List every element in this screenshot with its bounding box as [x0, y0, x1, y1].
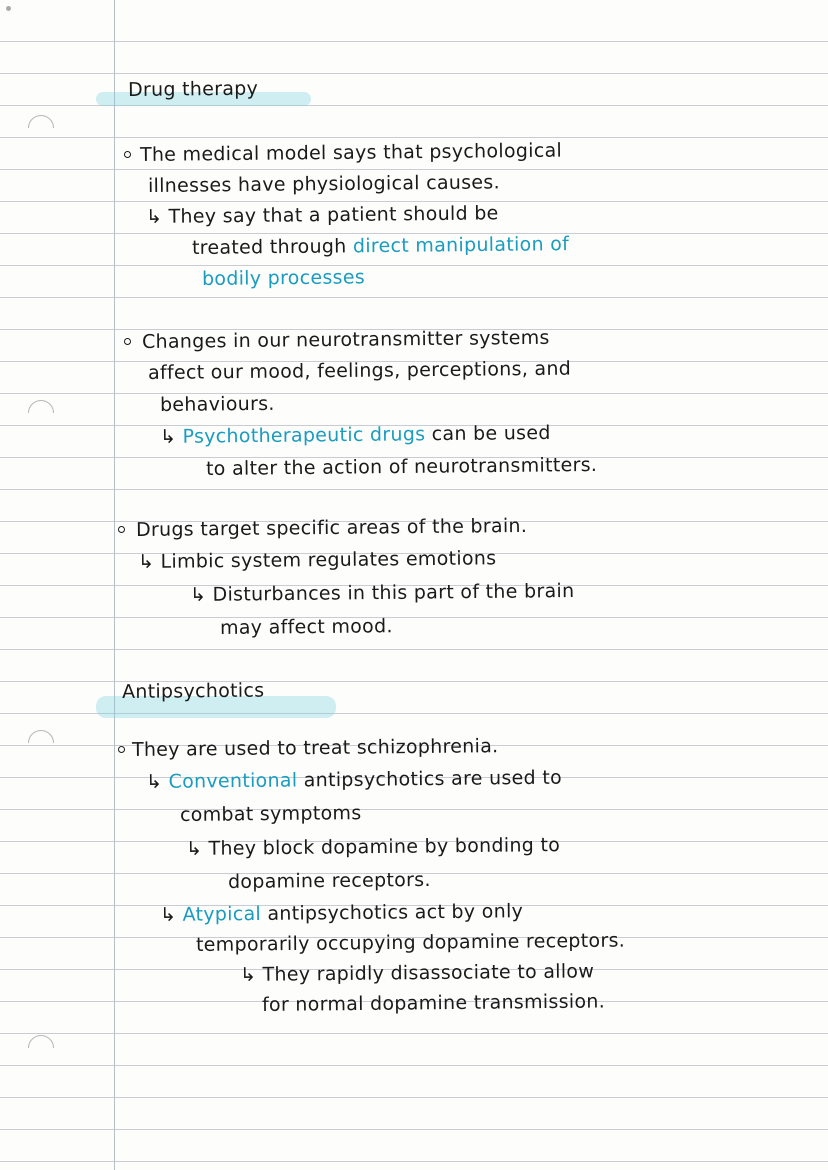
text-line: for normal dopamine transmission.: [261, 990, 606, 1016]
text-line: temporarily occupying dopamine receptors.: [195, 929, 626, 956]
text-line-teal: bodily processes: [201, 266, 366, 290]
bullet: [124, 338, 131, 345]
text-line: They say that a patient should be: [168, 202, 499, 228]
arrow-icon: ↳: [185, 837, 203, 860]
text-line-teal: direct manipulation of: [352, 233, 570, 258]
text-line: They block dopamine by bonding to: [208, 834, 561, 860]
text-line: behaviours.: [159, 392, 275, 416]
arrow-icon: ↳: [159, 903, 177, 926]
arrow-icon: ↳: [137, 550, 155, 573]
text-line-teal: Conventional: [168, 769, 298, 793]
text-line: They are used to treat schizophrenia.: [131, 735, 499, 761]
text-line: can be used: [431, 421, 551, 446]
text-line: antipsychotics act by only: [267, 900, 524, 925]
text-line: combat symptoms: [179, 802, 362, 826]
arrow-icon: ↳: [145, 770, 163, 793]
text-line: may affect mood.: [219, 615, 393, 639]
text-line: Limbic system regulates emotions: [160, 547, 497, 573]
section-heading-drug-therapy: Drug therapy: [127, 77, 259, 101]
text-line: dopamine receptors.: [227, 868, 431, 893]
text-line: antipsychotics are used to: [303, 766, 563, 792]
text-line-teal: Psychotherapeutic drugs: [182, 423, 426, 448]
text-line: Drugs target specific areas of the brain.: [135, 514, 528, 541]
text-line-teal: Atypical: [182, 902, 262, 926]
text-line: to alter the action of neurotransmitters.: [205, 453, 598, 480]
arrow-icon: ↳: [189, 583, 207, 606]
bullet: [118, 746, 125, 753]
section-heading-antipsychotics: Antipsychotics: [121, 679, 265, 703]
text-line: illnesses have physiological causes.: [147, 171, 501, 197]
text-line: treated through: [191, 235, 347, 259]
arrow-icon: ↳: [239, 963, 257, 986]
bullet: [124, 151, 131, 158]
text-line: They rapidly disassociate to allow: [262, 960, 595, 986]
corner-dot: [6, 6, 11, 11]
margin-line: [114, 0, 115, 1170]
bullet: [118, 526, 125, 533]
arrow-icon: ↳: [145, 205, 163, 228]
text-line: Changes in our neurotransmitter systems: [141, 326, 550, 353]
text-line: Disturbances in this part of the brain: [212, 579, 575, 606]
text-line: affect our mood, feelings, perceptions, and: [147, 357, 572, 384]
arrow-icon: ↳: [159, 425, 177, 448]
text-line: The medical model says that psychological: [139, 139, 563, 166]
